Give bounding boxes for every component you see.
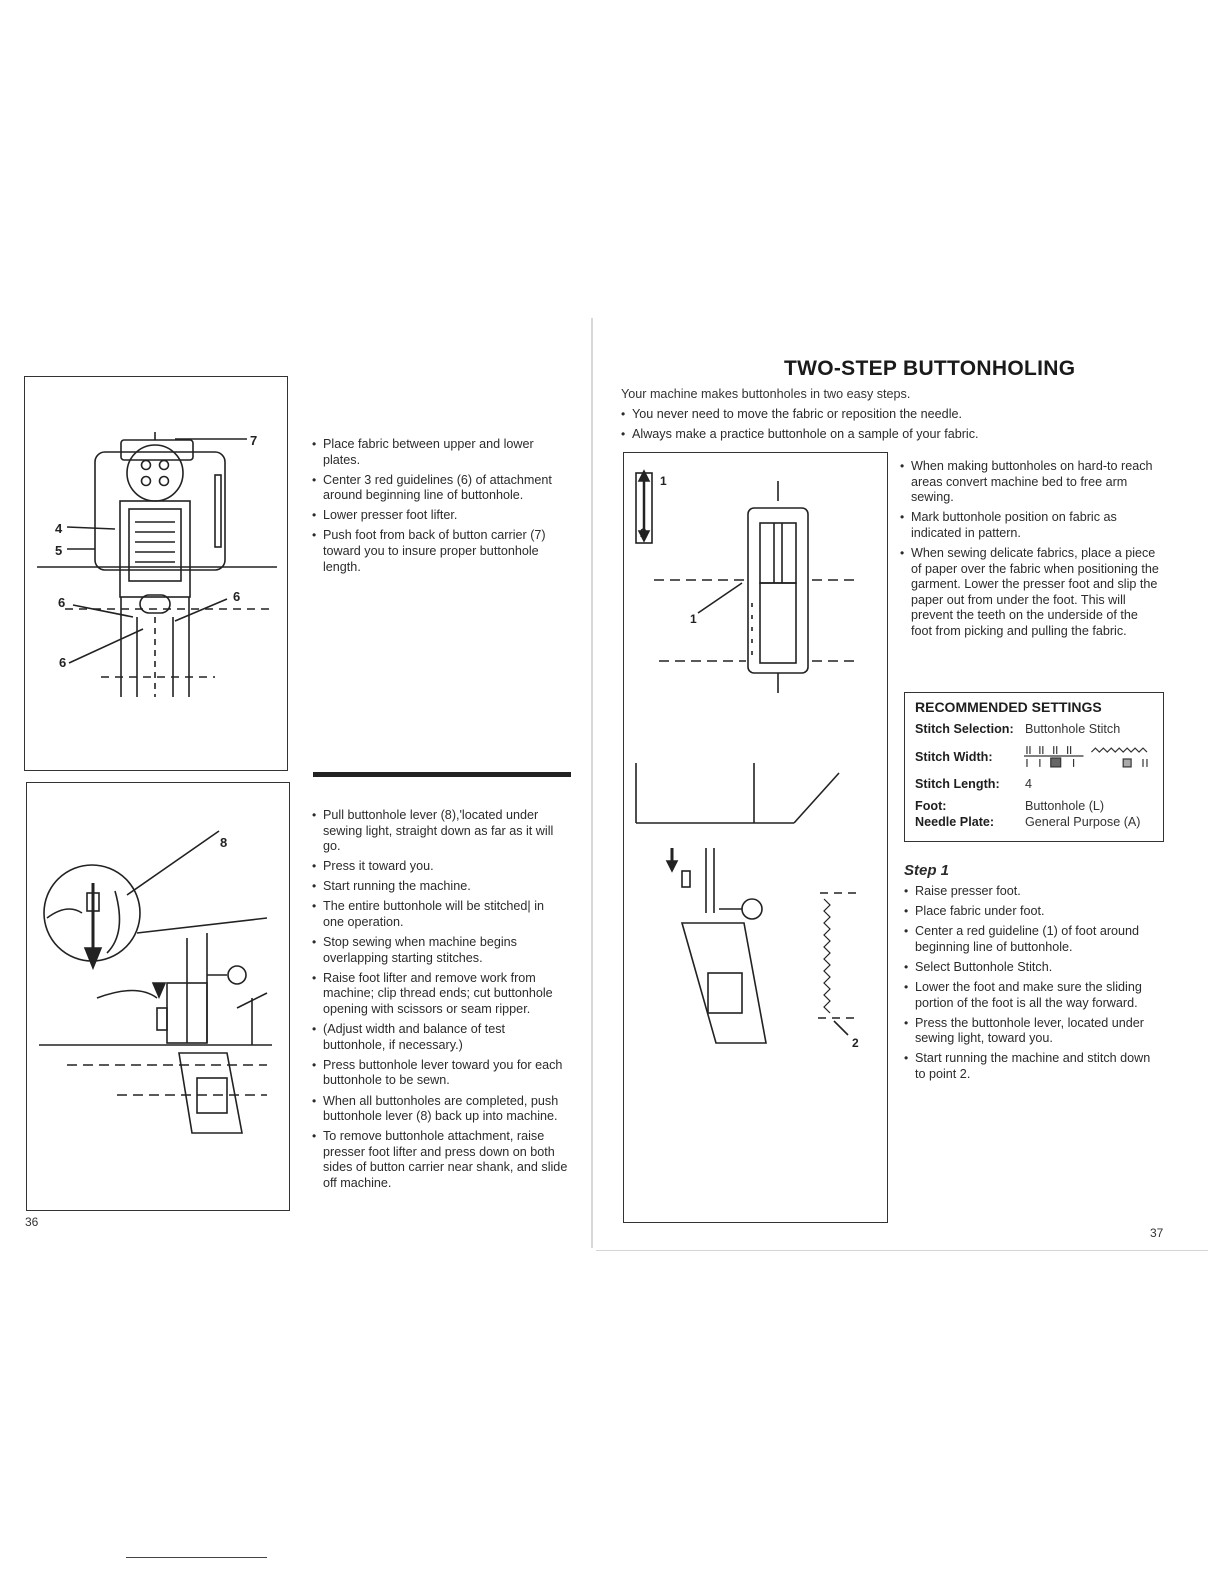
callout-point-2: 2	[852, 1036, 859, 1050]
setting-label: Needle Plate:	[915, 815, 995, 829]
footer-rule	[126, 1557, 267, 1558]
list-item: • When all buttonholes are completed, push buttonhole lever (8) back up into machine.	[312, 1094, 568, 1125]
list-item: • Place fabric under foot.	[904, 904, 1164, 920]
setting-label: Stitch Length:	[915, 777, 1000, 791]
callout-6-left: 6	[58, 595, 66, 610]
callout-guideline-1: 1	[690, 612, 697, 626]
callout-5: 5	[55, 543, 63, 558]
list-item: • Mark buttonhole position on fabric as indicated in pattern.	[900, 510, 1162, 541]
section2-list	[312, 808, 568, 1192]
setting-value: 4	[1025, 777, 1033, 791]
tips-block	[900, 459, 1162, 644]
callout-6-right: 6	[233, 589, 241, 604]
list-item: • (Adjust width and balance of test buttonhole, if necessary.)	[312, 1022, 568, 1053]
page-title: TWO-STEP BUTTONHOLING	[784, 357, 1076, 380]
setting-needle-plate	[915, 815, 1153, 830]
callout-step-2: 2	[640, 526, 647, 540]
two-step-illustration	[624, 453, 886, 1221]
list-item: • Press buttonhole lever toward you for each buttonhole to be sewn.	[312, 1058, 568, 1089]
list-item: • Start running the machine.	[312, 879, 568, 895]
list-item: • Place fabric between upper and lower plates.	[312, 437, 568, 468]
attachment-illustration	[25, 377, 286, 769]
setting-stitch-width	[915, 744, 1153, 770]
list-item: • To remove buttonhole attachment, raise presser foot lifter and press down on both sides of button carrier near shank, and slide off machine.	[312, 1129, 568, 1191]
setting-stitch-length	[915, 777, 1153, 792]
setting-value: General Purpose (A)	[1025, 815, 1141, 829]
recommended-settings-box	[904, 692, 1164, 842]
setting-stitch-selection	[915, 722, 1153, 737]
section1-instructions	[312, 437, 568, 580]
list-item: • Push foot from back of button carrier (7) toward you to insure proper buttonhole length.	[312, 528, 568, 575]
list-item: • Press it toward you.	[312, 859, 568, 875]
list-item: • Press the buttonhole lever, located under sewing light, toward you.	[904, 1016, 1164, 1047]
list-item: • Lower presser foot lifter.	[312, 508, 568, 524]
list-item: • Center 3 red guidelines (6) of attachment around beginning line of buttonhole.	[312, 473, 568, 504]
section1-list	[312, 437, 568, 575]
page-number-left: 36	[25, 1215, 39, 1229]
list-item: • Stop sewing when machine begins overlapping starting stitches.	[312, 935, 568, 966]
intro-list	[621, 407, 1161, 443]
page-number-right: 37	[1150, 1226, 1164, 1240]
page-bottom-edge	[596, 1250, 1208, 1251]
list-item: • Select Buttonhole Stitch.	[904, 960, 1164, 976]
figure-buttonhole-attachment	[24, 376, 288, 771]
callout-4: 4	[55, 521, 63, 536]
list-item: • When making buttonholes on hard-to reach areas convert machine bed to free arm sewing.	[900, 459, 1162, 506]
callout-step-1: 1	[660, 474, 667, 488]
list-item: • Raise foot lifter and remove work from machine; clip thread ends; cut buttonhole opening with scissors or seam ripper.	[312, 971, 568, 1018]
figure-two-step-buttonhole	[623, 452, 888, 1223]
list-item: • Start running the machine and stitch down to point 2.	[904, 1051, 1164, 1082]
section-divider-bar	[313, 772, 571, 777]
intro-block	[621, 386, 1161, 447]
list-item: • Always make a practice buttonhole on a sample of your fabric.	[621, 427, 1161, 443]
figure-buttonhole-lever	[26, 782, 290, 1211]
list-item: • Center a red guideline (1) of foot around beginning line of buttonhole.	[904, 924, 1164, 955]
intro-text: Your machine makes buttonholes in two easy steps.	[621, 387, 911, 401]
setting-value: Buttonhole (L)	[1025, 799, 1105, 813]
setting-label: Foot:	[915, 799, 947, 813]
list-item: • When sewing delicate fabrics, place a piece of paper over the fabric when positioning the garment. Lower the presser foot and slip the paper out from under the foot. This will prevent the teeth on the underside of the foot from picking and pulling the fabric.	[900, 546, 1162, 640]
settings-title: RECOMMENDED SETTINGS	[915, 699, 1102, 715]
stitch-width-scale-icon	[1024, 744, 1153, 770]
setting-foot	[915, 799, 1153, 814]
list-item: • Lower the foot and make sure the sliding portion of the foot is all the way forward.	[904, 980, 1164, 1011]
step1-block	[904, 862, 1164, 1087]
list-item: • The entire buttonhole will be stitched| in one operation.	[312, 899, 568, 930]
page-fold	[591, 318, 593, 1248]
lever-illustration	[27, 783, 288, 1209]
step1-heading: Step 1	[904, 862, 950, 879]
setting-value: Buttonhole Stitch	[1025, 722, 1121, 736]
setting-label: Stitch Selection:	[915, 722, 1014, 736]
tips-list	[900, 459, 1162, 640]
list-item: • You never need to move the fabric or reposition the needle.	[621, 407, 1161, 423]
list-item: • Pull buttonhole lever (8),'located under sewing light, straight down as far as it will go.	[312, 808, 568, 855]
callout-7: 7	[250, 433, 258, 448]
callout-8: 8	[220, 835, 228, 850]
list-item: • Raise presser foot.	[904, 884, 1164, 900]
section2-instructions	[312, 808, 568, 1196]
step1-list	[904, 884, 1164, 1083]
callout-6-bottom: 6	[59, 655, 67, 670]
setting-label: Stitch Width:	[915, 749, 993, 764]
